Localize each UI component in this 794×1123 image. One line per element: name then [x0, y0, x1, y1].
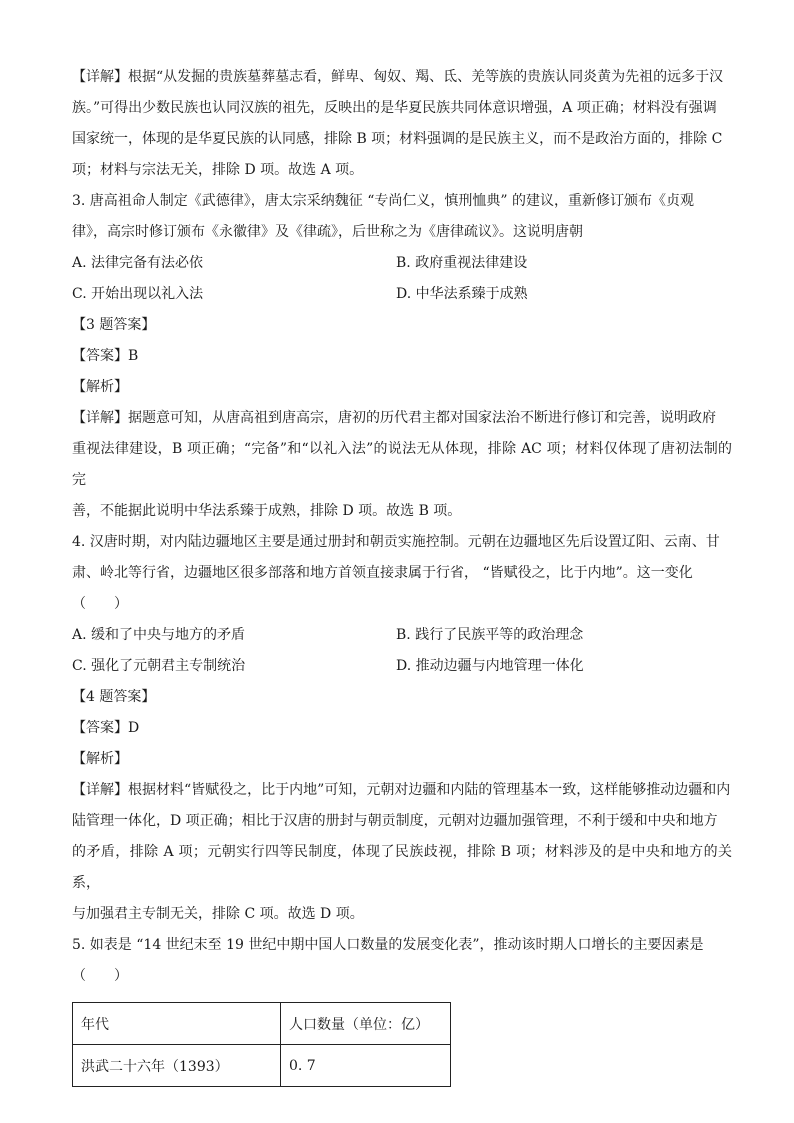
q3-detail-line: 善，不能据此说明中华法系臻于成熟，排除 D 项。故选 B 项。 [72, 503, 462, 519]
q4-detail-line: 与加强君主专制无关，排除 C 项。故选 D 项。 [72, 906, 364, 922]
q4-option-a: A. 缓和了中央与地方的矛盾 [72, 627, 246, 643]
q4-detail-line: 【详解】根据材料“皆赋役之，比于内地”可知，元朝对边疆和内陆的管理基本一致，这样能够推动边疆和内 [72, 782, 731, 798]
q5-stem-line: 5. 如表是 “14 世纪末至 19 世纪中期中国人口数量的发展变化表”，推动该时期人口增长的主要因素是 [72, 937, 704, 953]
q3-detail-line: 【详解】据题意可知，从唐高祖到唐高宗，唐初的历代君主都对国家法治不断进行修订和完善，说明政府 [72, 410, 716, 426]
q4-detail-line: 陆管理一体化，D 项正确；相比于汉唐的册封与朝贡制度，元朝对边疆加强管理，不利于缓和中央和地方 [72, 813, 718, 829]
q4-stem-line: 肃、岭北等行省，边疆地区很多部落和地方首领直接隶属于行省， “皆赋役之，比于内地”。这一变化 [72, 565, 693, 581]
table-cell: 洪武二十六年（1393） [73, 1045, 281, 1087]
q3-analysis: 【解析】 [72, 379, 128, 395]
q4-option-c: C. 强化了元朝君主专制统治 [72, 658, 246, 674]
q3-option-d: D. 中华法系臻于成熟 [396, 286, 528, 302]
q2-detail-line: 国家统一，体现的是华夏民族的认同感，排除 B 项；材料强调的是民族主义，而不是政治方面的，排除 C [72, 131, 723, 147]
table-header-row [73, 1003, 451, 1045]
table-header-cell: 人口数量（单位：亿） [281, 1003, 451, 1045]
table-row [73, 1045, 451, 1087]
q3-answer: 【答案】B [72, 348, 139, 364]
q4-answer: 【答案】D [72, 720, 140, 736]
table-cell: 0. 7 [281, 1045, 451, 1087]
q4-stem-line: 4. 汉唐时期，对内陆边疆地区主要是通过册封和朝贡实施控制。元朝在边疆地区先后设置辽阳、云南、甘 [72, 534, 720, 550]
q4-options-row [72, 620, 732, 651]
q3-options-row [72, 248, 732, 279]
question-5 [72, 930, 732, 1087]
q5-stem-line: （ ） [72, 968, 128, 984]
q4-answer-header: 【4 题答案】 [72, 689, 156, 705]
q4-option-b: B. 践行了民族平等的政治理念 [396, 627, 584, 643]
q2-detail-line: 族。”可得出少数民族也认同汉族的祖先，反映出的是华夏民族共同体意识增强，A 项正确；材料没有强调 [72, 100, 717, 116]
q4-options-row [72, 651, 732, 682]
q3-option-b: B. 政府重视法律建设 [396, 255, 528, 271]
question-4 [72, 527, 732, 930]
q3-options-row [72, 279, 732, 310]
table-header-cell: 年代 [73, 1003, 281, 1045]
document-page [72, 62, 732, 1087]
q4-analysis: 【解析】 [72, 751, 128, 767]
question-3 [72, 186, 732, 527]
q4-stem-line: （ ） [72, 596, 128, 612]
q4-option-d: D. 推动边疆与内地管理一体化 [396, 658, 584, 674]
q2-detail [72, 62, 732, 186]
q3-answer-header: 【3 题答案】 [72, 317, 156, 333]
q2-detail-line: 项；材料与宗法无关，排除 D 项。故选 A 项。 [72, 162, 364, 178]
population-table [72, 1002, 451, 1087]
q4-detail-line: 的矛盾，排除 A 项；元朝实行四等民制度，体现了民族歧视，排除 B 项；材料涉及的是中央和地方的关系， [72, 844, 732, 891]
q2-detail-line: 【详解】根据“从发掘的贵族墓葬墓志看，鲜卑、匈奴、羯、氐、羌等族的贵族认同炎黄为先祖的远多于汉 [72, 69, 724, 85]
q3-stem-line: 3. 唐高祖命人制定《武德律》，唐太宗采纳魏征 “专尚仁义，慎刑恤典” 的建议，重新修订颁布《贞观 [72, 193, 695, 209]
q3-option-c: C. 开始出现以礼入法 [72, 286, 204, 302]
q3-stem-line: 律》，高宗时修订颁布《永徽律》及《律疏》，后世称之为《唐律疏议》。这说明唐朝 [72, 224, 583, 240]
q3-detail-line: 重视法律建设，B 项正确；“完备”和“以礼入法”的说法无从体现，排除 AC 项；材料仅体现了唐初法制的完 [72, 441, 732, 488]
q3-option-a: A. 法律完备有法必依 [72, 255, 204, 271]
